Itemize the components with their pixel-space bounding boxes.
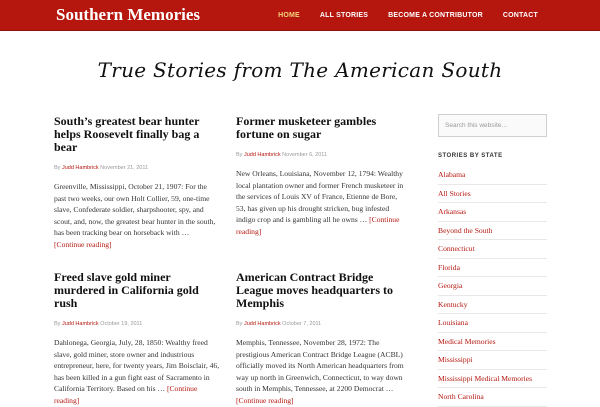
post-date: October 7, 2011 <box>282 321 322 327</box>
widget-title: STORIES BY STATE <box>438 153 503 159</box>
post-title-link[interactable]: American Contract Bridge League moves headquarters to Memphis <box>236 270 393 310</box>
post-entry <box>236 271 406 407</box>
category-link[interactable]: Louisiana <box>438 314 547 333</box>
category-link[interactable]: Connecticut <box>438 240 547 259</box>
category-link[interactable]: Mississippi Medical Memories <box>438 370 547 389</box>
post-meta <box>236 152 406 158</box>
category-link[interactable]: Georgia <box>438 277 547 296</box>
post-meta <box>54 165 216 171</box>
category-list <box>438 166 547 407</box>
post-meta-by: By <box>236 321 243 327</box>
category-link[interactable]: Medical Memories <box>438 333 547 352</box>
site-tagline: True Stories from The American South <box>97 58 503 82</box>
post-meta-by: By <box>54 165 61 171</box>
nav-contact[interactable]: CONTACT <box>502 12 538 19</box>
post-meta <box>236 321 406 327</box>
site-title[interactable]: Southern Memories <box>56 5 201 24</box>
post-author-link[interactable]: Judd Hambrick <box>61 165 99 171</box>
post-author-link[interactable]: Judd Hambrick <box>243 152 281 158</box>
category-link[interactable]: Alabama <box>438 166 547 185</box>
post-excerpt <box>54 181 216 251</box>
post-excerpt <box>54 337 222 407</box>
post-excerpt-text: Dahlonega, Georgia, July, 28, 1850: Wealthy freed slave, gold miner, store owner and industrious entrepreneur, here, for twenty years, Jim Boisclair, 46, has been killed in a gun fight east of Sacramento in California Territory. Based on his … <box>54 338 220 394</box>
category-link[interactable]: Arkansas <box>438 203 547 222</box>
continue-reading-link[interactable]: [Continue reading] <box>236 395 294 405</box>
post-meta <box>54 321 222 327</box>
post-title-link[interactable]: Former musketeer gambles fortune on sugar <box>236 114 377 141</box>
category-link[interactable]: Mississippi <box>438 351 547 370</box>
post-title-link[interactable]: South’s greatest bear hunter helps Roosevelt finally bag a bear <box>54 114 200 154</box>
site-header <box>0 0 600 31</box>
post-excerpt <box>236 168 406 238</box>
nav-all-stories[interactable]: ALL STORIES <box>319 12 369 19</box>
category-link[interactable]: All Stories <box>438 185 547 204</box>
post-date: November 6, 2011 <box>282 152 328 158</box>
category-link[interactable]: Beyond the South <box>438 222 547 241</box>
post-title-link[interactable]: Freed slave gold miner murdered in California gold rush <box>54 270 199 310</box>
post-excerpt <box>236 337 406 407</box>
nav-become-contributor[interactable]: BECOME A CONTRIBUTOR <box>388 12 483 19</box>
post-excerpt-text: New Orleans, Louisiana, November 12, 1794: Wealthy local plantation owner and former French musketeer in the services of Louis XV of France, Etienne de Bore, 53, has given up his drought stricken, bug infested indigo crop and is gambling all he owns … <box>236 169 404 225</box>
category-link[interactable]: Kentucky <box>438 296 547 315</box>
post-excerpt-text: Memphis, Tennessee, November 28, 1972: The prestigious American Contract Bridge League (ACBL) officially moved its North American headquarters from way up north in Greenwich, Connecticut, to way down south in Memphis, Tennessee, at 2200 Democrat … <box>236 338 404 394</box>
post-date: November 21, 2011 <box>100 165 149 171</box>
post-entry <box>236 115 406 238</box>
post-author-link[interactable]: Judd Hambrick <box>61 321 99 327</box>
post-meta-by: By <box>236 152 243 158</box>
search-input[interactable]: Search this website… <box>438 114 547 137</box>
nav-home[interactable]: HOME <box>278 12 300 19</box>
continue-reading-link[interactable]: [Continue reading] <box>54 239 112 249</box>
category-link[interactable]: North Carolina <box>438 388 547 407</box>
continue-reading-link[interactable]: [Continue reading] <box>54 384 198 405</box>
post-meta-by: By <box>54 321 61 327</box>
continue-reading-link[interactable]: [Continue reading] <box>236 215 400 236</box>
main-nav <box>258 0 538 31</box>
category-link[interactable]: Florida <box>438 259 547 278</box>
post-author-link[interactable]: Judd Hambrick <box>243 321 281 327</box>
post-entry <box>54 271 222 407</box>
post-excerpt-text: Greenville, Mississippi, October 21, 1907: For the past two weeks, our own Holt Collier, 59, one-time slave, Confederate soldier, sharpshooter, spy, and scout, and, now, the greatest bear hunter in the south, has been tracking bear on horseback with … <box>54 182 216 238</box>
post-entry <box>54 115 216 251</box>
post-date: October 19, 2011 <box>100 321 143 327</box>
